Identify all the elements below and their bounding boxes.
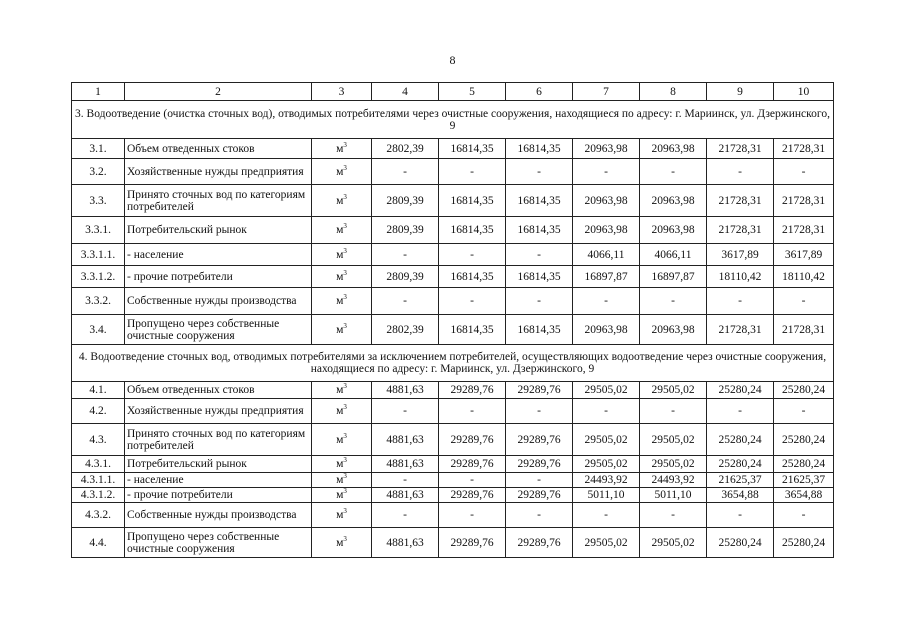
row-unit <box>312 399 372 424</box>
value-cell: - <box>506 399 573 424</box>
unit-exponent: 3 <box>343 163 347 172</box>
row-unit <box>312 185 372 217</box>
unit-exponent: 3 <box>343 140 347 149</box>
row-name: Принято сточных вод по категориям потребителей <box>125 424 312 456</box>
row-code: 4.3.1.2. <box>72 488 125 503</box>
row-code: 4.1. <box>72 382 125 399</box>
row-name: Пропущено через собственные очистные сооружения <box>125 315 312 345</box>
unit-exponent: 3 <box>343 487 347 496</box>
unit-exponent: 3 <box>343 534 347 543</box>
value-cell: - <box>506 473 573 488</box>
row-name: Принято сточных вод по категориям потребителей <box>125 185 312 217</box>
table-row <box>72 382 834 399</box>
row-unit <box>312 503 372 528</box>
value-cell: 3654,88 <box>707 488 774 503</box>
row-name: Собственные нужды производства <box>125 503 312 528</box>
value-cell: 29505,02 <box>640 528 707 558</box>
value-cell: 16814,35 <box>439 217 506 244</box>
value-cell: - <box>372 244 439 266</box>
table-row <box>72 488 834 503</box>
value-cell: 16814,35 <box>506 139 573 159</box>
row-code: 4.3.1. <box>72 456 125 473</box>
value-cell: 29289,76 <box>439 456 506 473</box>
header-cell: 2 <box>125 83 312 101</box>
value-cell: 21728,31 <box>707 185 774 217</box>
row-name: Объем отведенных стоков <box>125 139 312 159</box>
value-cell: 21728,31 <box>707 217 774 244</box>
value-cell: - <box>640 288 707 315</box>
row-code: 4.2. <box>72 399 125 424</box>
value-cell: 25280,24 <box>707 456 774 473</box>
value-cell: 20963,98 <box>640 185 707 217</box>
value-cell: 20963,98 <box>640 315 707 345</box>
value-cell: 21728,31 <box>707 139 774 159</box>
value-cell: 16814,35 <box>439 185 506 217</box>
value-cell: 29505,02 <box>573 456 640 473</box>
value-cell: 29505,02 <box>640 456 707 473</box>
value-cell: - <box>707 503 774 528</box>
value-cell: 25280,24 <box>707 528 774 558</box>
row-unit <box>312 288 372 315</box>
value-cell: 29289,76 <box>506 382 573 399</box>
value-cell: 21625,37 <box>774 473 834 488</box>
value-cell: - <box>707 288 774 315</box>
row-code: 3.3.1.2. <box>72 266 125 288</box>
tariff-table <box>71 82 834 558</box>
value-cell: 21728,31 <box>774 185 834 217</box>
section-title-row <box>72 345 834 382</box>
unit-exponent: 3 <box>343 192 347 201</box>
table-row <box>72 217 834 244</box>
table-row <box>72 503 834 528</box>
value-cell: 21728,31 <box>774 315 834 345</box>
section-title-row <box>72 101 834 139</box>
table-row <box>72 139 834 159</box>
row-code: 3.3.1. <box>72 217 125 244</box>
unit-symbol: м <box>336 474 344 486</box>
row-code: 3.3. <box>72 185 125 217</box>
header-cell: 9 <box>707 83 774 101</box>
value-cell: 21728,31 <box>774 139 834 159</box>
value-cell: - <box>573 503 640 528</box>
unit-exponent: 3 <box>343 403 347 412</box>
row-unit <box>312 528 372 558</box>
value-cell: - <box>707 159 774 185</box>
row-code: 3.1. <box>72 139 125 159</box>
value-cell: 3617,89 <box>707 244 774 266</box>
row-unit <box>312 382 372 399</box>
table-row <box>72 473 834 488</box>
value-cell: 2809,39 <box>372 266 439 288</box>
row-unit <box>312 488 372 503</box>
table-row <box>72 399 834 424</box>
row-name: Объем отведенных стоков <box>125 382 312 399</box>
row-name: Собственные нужды производства <box>125 288 312 315</box>
row-name: - прочие потребители <box>125 488 312 503</box>
unit-symbol: м <box>336 165 344 178</box>
value-cell: 25280,24 <box>774 528 834 558</box>
value-cell: - <box>372 503 439 528</box>
page-number: 8 <box>449 53 456 67</box>
value-cell: - <box>573 159 640 185</box>
row-code: 4.4. <box>72 528 125 558</box>
table-row <box>72 244 834 266</box>
value-cell: - <box>573 288 640 315</box>
row-name: - население <box>125 244 312 266</box>
value-cell: 20963,98 <box>573 139 640 159</box>
value-cell: 16897,87 <box>573 266 640 288</box>
row-code: 3.2. <box>72 159 125 185</box>
table-body <box>72 83 834 558</box>
unit-exponent: 3 <box>343 507 347 516</box>
table-row <box>72 288 834 315</box>
value-cell: 4881,63 <box>372 488 439 503</box>
header-cell: 10 <box>774 83 834 101</box>
unit-symbol: м <box>336 384 344 396</box>
value-cell: - <box>439 159 506 185</box>
row-name: Хозяйственные нужды предприятия <box>125 399 312 424</box>
row-code: 3.3.2. <box>72 288 125 315</box>
section-title: 3. Водоотведение (очистка сточных вод), отводимых потребителями через очистные сооружения, находящиеся по адресу: г. Мариинск, ул. Дзержинского, 9 <box>72 101 834 139</box>
value-cell: 16814,35 <box>506 217 573 244</box>
value-cell: 21625,37 <box>707 473 774 488</box>
unit-symbol: м <box>336 224 344 236</box>
unit-symbol: м <box>336 270 344 283</box>
header-cell: 6 <box>506 83 573 101</box>
value-cell: 2809,39 <box>372 185 439 217</box>
value-cell: 29289,76 <box>439 488 506 503</box>
unit-exponent: 3 <box>343 268 347 277</box>
value-cell: 2809,39 <box>372 217 439 244</box>
value-cell: 21728,31 <box>774 217 834 244</box>
value-cell: - <box>640 399 707 424</box>
value-cell: - <box>774 159 834 185</box>
header-cell: 4 <box>372 83 439 101</box>
value-cell: 2802,39 <box>372 139 439 159</box>
row-code: 4.3.2. <box>72 503 125 528</box>
value-cell: 29289,76 <box>506 456 573 473</box>
unit-exponent: 3 <box>343 472 347 481</box>
unit-symbol: м <box>336 536 344 549</box>
value-cell: 4066,11 <box>640 244 707 266</box>
row-code: 3.4. <box>72 315 125 345</box>
unit-symbol: м <box>336 433 344 446</box>
value-cell: 20963,98 <box>573 185 640 217</box>
row-name: Потребительский рынок <box>125 456 312 473</box>
value-cell: - <box>372 288 439 315</box>
value-cell: - <box>439 473 506 488</box>
unit-symbol: м <box>336 489 344 501</box>
value-cell: 2802,39 <box>372 315 439 345</box>
value-cell: 18110,42 <box>707 266 774 288</box>
value-cell: - <box>439 288 506 315</box>
value-cell: 25280,24 <box>774 382 834 399</box>
unit-symbol: м <box>336 295 344 307</box>
value-cell: 29289,76 <box>439 528 506 558</box>
value-cell: 16814,35 <box>506 266 573 288</box>
row-code: 4.3.1.1. <box>72 473 125 488</box>
row-unit <box>312 473 372 488</box>
value-cell: - <box>506 503 573 528</box>
row-name: Пропущено через собственные очистные сооружения <box>125 528 312 558</box>
value-cell: 25280,24 <box>774 424 834 456</box>
value-cell: 25280,24 <box>707 424 774 456</box>
value-cell: - <box>506 159 573 185</box>
value-cell: 24493,92 <box>640 473 707 488</box>
unit-exponent: 3 <box>343 246 347 255</box>
header-row <box>72 83 834 101</box>
header-cell: 8 <box>640 83 707 101</box>
value-cell: 25280,24 <box>774 456 834 473</box>
section-title: 4. Водоотведение сточных вод, отводимых потребителями за исключением потребителей, осуществляющих водоотведение через очистные сооружения, находящиеся по адресу: г. Мариинск, ул. Дзержинского, 9 <box>72 345 834 382</box>
value-cell: - <box>707 399 774 424</box>
value-cell: 3617,89 <box>774 244 834 266</box>
value-cell: 29289,76 <box>439 424 506 456</box>
row-unit <box>312 139 372 159</box>
row-unit <box>312 424 372 456</box>
value-cell: 29505,02 <box>573 528 640 558</box>
row-unit <box>312 217 372 244</box>
unit-exponent: 3 <box>343 293 347 302</box>
unit-exponent: 3 <box>343 382 347 391</box>
unit-exponent: 3 <box>343 456 347 465</box>
value-cell: 4066,11 <box>573 244 640 266</box>
table-row <box>72 266 834 288</box>
value-cell: - <box>506 244 573 266</box>
value-cell: - <box>774 288 834 315</box>
row-name: - население <box>125 473 312 488</box>
value-cell: - <box>774 503 834 528</box>
value-cell: 29289,76 <box>506 424 573 456</box>
unit-symbol: м <box>336 458 344 470</box>
value-cell: 16814,35 <box>506 185 573 217</box>
value-cell: - <box>640 503 707 528</box>
value-cell: 5011,10 <box>640 488 707 503</box>
value-cell: 29505,02 <box>573 424 640 456</box>
value-cell: 25280,24 <box>707 382 774 399</box>
value-cell: 4881,63 <box>372 528 439 558</box>
value-cell: 21728,31 <box>707 315 774 345</box>
unit-symbol: м <box>336 509 344 521</box>
unit-symbol: м <box>336 323 344 336</box>
value-cell: - <box>372 473 439 488</box>
value-cell: 4881,63 <box>372 424 439 456</box>
unit-exponent: 3 <box>343 431 347 440</box>
header-cell: 7 <box>573 83 640 101</box>
value-cell: 18110,42 <box>774 266 834 288</box>
unit-symbol: м <box>336 405 344 417</box>
row-unit <box>312 159 372 185</box>
table-row <box>72 315 834 345</box>
value-cell: 29505,02 <box>640 424 707 456</box>
value-cell: - <box>506 288 573 315</box>
value-cell: 29289,76 <box>439 382 506 399</box>
value-cell: 16814,35 <box>506 315 573 345</box>
value-cell: - <box>439 503 506 528</box>
value-cell: 16897,87 <box>640 266 707 288</box>
value-cell: 29289,76 <box>506 528 573 558</box>
header-cell: 3 <box>312 83 372 101</box>
value-cell: 5011,10 <box>573 488 640 503</box>
row-unit <box>312 456 372 473</box>
value-cell: 20963,98 <box>573 217 640 244</box>
value-cell: 16814,35 <box>439 266 506 288</box>
value-cell: 20963,98 <box>573 315 640 345</box>
header-cell: 5 <box>439 83 506 101</box>
table-row <box>72 424 834 456</box>
value-cell: - <box>774 399 834 424</box>
table-row <box>72 185 834 217</box>
unit-exponent: 3 <box>343 321 347 330</box>
row-name: - прочие потребители <box>125 266 312 288</box>
table-row <box>72 456 834 473</box>
unit-symbol: м <box>336 142 344 155</box>
table-row <box>72 159 834 185</box>
value-cell: 20963,98 <box>640 139 707 159</box>
value-cell: 16814,35 <box>439 139 506 159</box>
value-cell: - <box>372 159 439 185</box>
row-code: 3.3.1.1. <box>72 244 125 266</box>
value-cell: - <box>439 399 506 424</box>
value-cell: 20963,98 <box>640 217 707 244</box>
table-row <box>72 528 834 558</box>
value-cell: 4881,63 <box>372 456 439 473</box>
value-cell: 3654,88 <box>774 488 834 503</box>
value-cell: 16814,35 <box>439 315 506 345</box>
unit-exponent: 3 <box>343 222 347 231</box>
value-cell: 24493,92 <box>573 473 640 488</box>
value-cell: - <box>640 159 707 185</box>
value-cell: - <box>372 399 439 424</box>
row-unit <box>312 244 372 266</box>
value-cell: 29289,76 <box>506 488 573 503</box>
unit-symbol: м <box>336 194 344 207</box>
value-cell: 29505,02 <box>573 382 640 399</box>
row-code: 4.3. <box>72 424 125 456</box>
row-unit <box>312 266 372 288</box>
row-name: Потребительский рынок <box>125 217 312 244</box>
value-cell: 4881,63 <box>372 382 439 399</box>
value-cell: 29505,02 <box>640 382 707 399</box>
value-cell: - <box>573 399 640 424</box>
unit-symbol: м <box>336 248 344 261</box>
row-unit <box>312 315 372 345</box>
row-name: Хозяйственные нужды предприятия <box>125 159 312 185</box>
value-cell: - <box>439 244 506 266</box>
header-cell: 1 <box>72 83 125 101</box>
